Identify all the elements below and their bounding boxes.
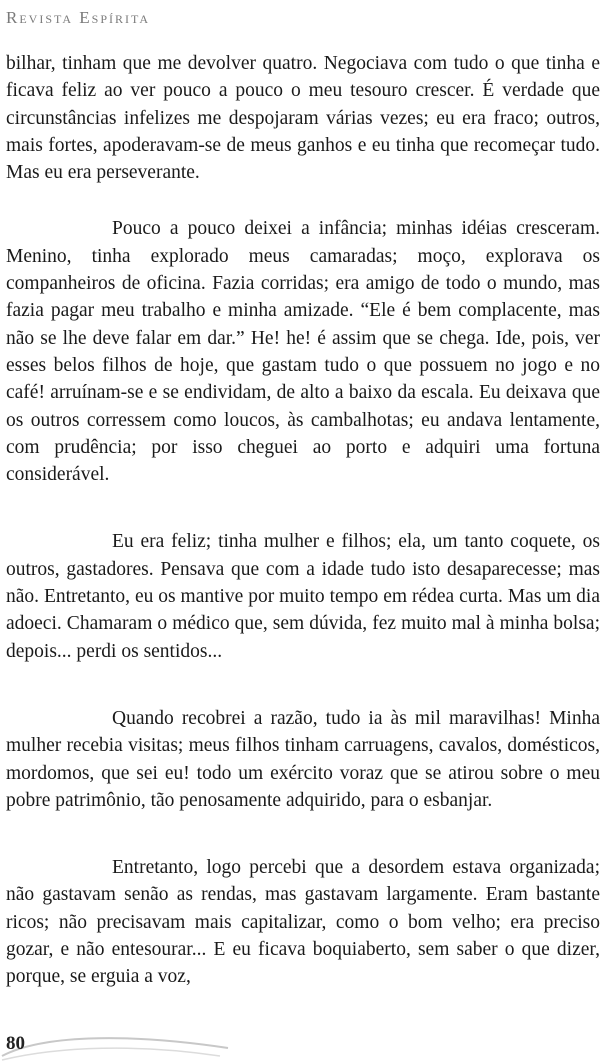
paragraph-3: Eu era feliz; tinha mulher e filhos; ela, um tanto coquete, os outros, gastadores. Pensava que com a idade tudo isto desaparecesse; mas não. Entretanto, eu os mantive por muito tempo em rédea curta. Mas um dia adoeci. Chamaram o médico que, sem dúvida, fez muito mal à minha bolsa; depois... perdi os sentidos... <box>6 531 600 662</box>
paragraph-2: Pouco a pouco deixei a infância; minhas idéias cresceram. Menino, tinha explorado meus camaradas; moço, explorava os companheiros de oficina. Fazia corridas; era amigo de todo o mundo, mas fazia pagar meu trabalho e minha amizade. “Ele é bem complacente, mas não se lhe deve falar em dar.” He! he! é assim que se chega. Ide, pois, ver esses belos filhos de hoje, que gastam tudo o que possuem no jogo e no café! arruínam-se e se endividam, de alto a baixo da escala. Eu deixava que os outros corressem como loucos, às cambalhotas; eu andava lentamente, com prudência; por isso cheguei ao porto e adquiri uma fortuna considerável. <box>6 218 600 486</box>
page-number: 80 <box>6 1033 25 1054</box>
page-footer <box>0 1026 607 1064</box>
paragraph-4: Quando recobrei a razão, tudo ia às mil maravilhas! Minha mulher recebia visitas; meus filhos tinham carruagens, cavalos, domésticos, mordomos, que sei eu! todo um exército voraz que se atirou sobre o meu pobre patrimônio, tão penosamente adquirido, para o esbanjar. <box>6 707 600 811</box>
paragraph-1: bilhar, tinham que me devolver quatro. Negociava com tudo o que tinha e ficava feliz ao ver pouco a pouco o meu tesouro crescer. É verdade que circunstâncias infelizes me despojaram várias vezes; eu era fraco; outros, mais fortes, apoderavam-se de meus ganhos e eu tinha que recomeçar tudo. Mas eu era perseverante. <box>6 53 600 184</box>
decorative-swoosh-icon <box>0 1026 230 1064</box>
running-header-title: Revista Espírita <box>6 8 151 27</box>
body-text <box>6 50 600 991</box>
paragraph-5: Entretanto, logo percebi que a desordem estava organizada; não gastavam senão as rendas, mas gastavam largamente. Eram bastante ricos; não precisavam mais capitalizar, como o bom velho; era preciso gozar, e não entesourar... E eu ficava boquiaberto, sem saber o que dizer, porque, se erguia a voz, <box>6 857 600 988</box>
